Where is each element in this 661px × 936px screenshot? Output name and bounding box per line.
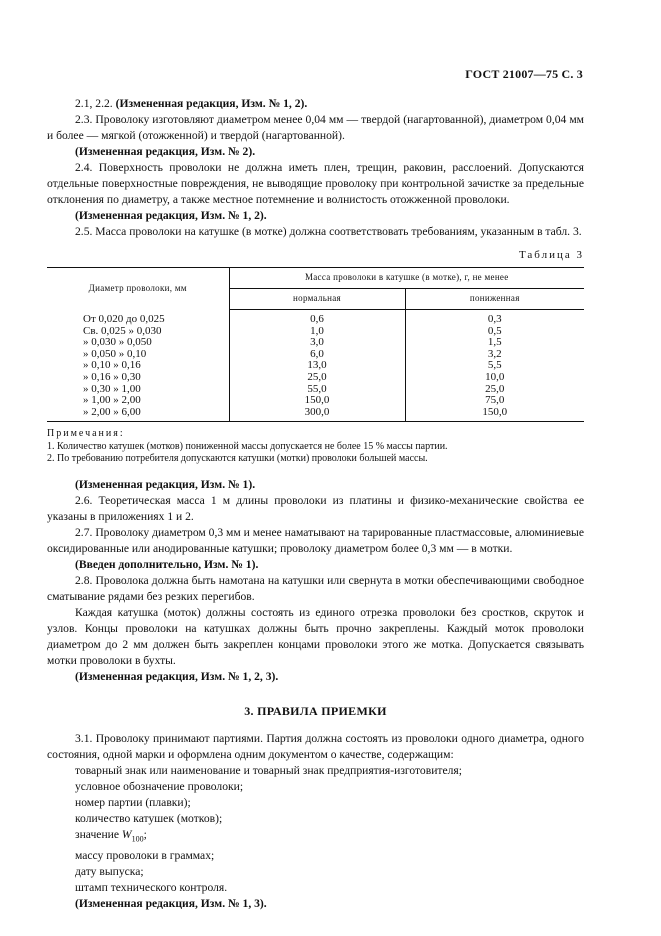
cell-normal: 1,0 bbox=[229, 326, 405, 338]
cell-normal: 300,0 bbox=[229, 407, 405, 422]
table-row bbox=[47, 372, 584, 384]
table-notes bbox=[47, 428, 584, 465]
paragraph bbox=[47, 525, 584, 557]
cell-diameter: » 0,030 » 0,050 bbox=[83, 336, 152, 349]
cell-reduced: 1,5 bbox=[405, 337, 584, 349]
wire-mass-table bbox=[47, 267, 584, 422]
cell-normal: 55,0 bbox=[229, 384, 405, 396]
cell-diameter: » 0,16 » 0,30 bbox=[83, 370, 141, 383]
cell-normal: 25,0 bbox=[229, 372, 405, 384]
paragraph-number: 2.5. bbox=[75, 225, 93, 238]
column-header-mass: Масса проволоки в катушке (в мотке), г, не менее bbox=[229, 268, 584, 289]
cell-diameter: » 0,050 » 0,10 bbox=[83, 347, 147, 360]
paragraphs-block-b bbox=[47, 477, 584, 685]
paragraph-text: Масса проволоки на катушке (в мотке) должна соответствовать требованиям, указанным в табл. 3. bbox=[95, 225, 582, 238]
cell-diameter: Св. 0,025 » 0,030 bbox=[83, 324, 162, 337]
list-item: количество катушек (мотков); bbox=[75, 812, 223, 826]
page-header: ГОСТ 21007—75 С. 3 bbox=[465, 67, 583, 81]
cell-normal: 0,6 bbox=[229, 310, 405, 326]
note-item: 1. Количество катушек (мотков) пониженной массы допускается не более 15 % массы партии. bbox=[47, 441, 448, 453]
table-caption: Таблица 3 bbox=[518, 249, 584, 261]
paragraph-number: 2.8. bbox=[75, 574, 93, 588]
paragraph-number: 2.3. bbox=[75, 113, 93, 126]
column-header-normal: нормальная bbox=[229, 289, 405, 310]
paragraphs-block-a bbox=[47, 96, 584, 240]
cell-normal: 13,0 bbox=[229, 360, 405, 372]
paragraph-number: 2.4. bbox=[75, 161, 93, 174]
amendment-note: (Измененная редакция, Изм. № 1). bbox=[75, 478, 256, 492]
cell-reduced: 10,0 bbox=[405, 372, 584, 384]
paragraph-number: 2.6. bbox=[75, 494, 93, 508]
cell-reduced: 150,0 bbox=[405, 407, 584, 422]
table-body bbox=[47, 310, 584, 422]
paragraph-text: Проволоку диаметром 0,3 мм и менее наматывают на тарированные пластмассовые, алюминиевые оксидированные или анодированные катушки; проволоку диаметром более 0,3 мм — в мотки. bbox=[47, 526, 584, 556]
table-row bbox=[47, 395, 584, 407]
amendment-note: (Измененная редакция, Изм. № 1, 2, 3). bbox=[75, 670, 279, 684]
paragraph-text: Теоретическая масса 1 м длины проволоки из платины и физико-механические свойства ее указаны в приложениях 1 и 2. bbox=[47, 494, 584, 524]
body-text bbox=[47, 96, 584, 912]
cell-reduced: 0,3 bbox=[405, 310, 584, 326]
cell-reduced: 3,2 bbox=[405, 349, 584, 361]
paragraph bbox=[47, 731, 584, 763]
paragraph-number: 2.1, 2.2. bbox=[75, 97, 113, 110]
cell-reduced: 0,5 bbox=[405, 326, 584, 338]
amendment-note: (Введен дополнительно, Изм. № 1). bbox=[75, 558, 259, 572]
cell-diameter: » 0,30 » 1,00 bbox=[83, 382, 141, 395]
cell-normal: 150,0 bbox=[229, 395, 405, 407]
table-row bbox=[47, 310, 584, 326]
list-item: массу проволоки в граммах; bbox=[75, 848, 215, 862]
amendment-note: (Измененная редакция, Изм. № 1, 2). bbox=[75, 209, 267, 222]
cell-diameter: » 0,10 » 0,16 bbox=[83, 359, 141, 372]
cell-reduced: 75,0 bbox=[405, 395, 584, 407]
cell-normal: 6,0 bbox=[229, 349, 405, 361]
list-item: номер партии (плавки); bbox=[75, 796, 191, 810]
paragraph-text: Проволоку изготовляют диаметром менее 0,04 мм — твердой (нагартованной), диаметром 0,04 мм и более — мягкой (отожженной) и твердой (нагартованной). bbox=[47, 113, 584, 142]
column-header-reduced: пониженная bbox=[405, 289, 584, 310]
document-contents-list bbox=[47, 763, 584, 827]
list-item: дату выпуска; bbox=[75, 864, 144, 878]
amendment-note: (Измененная редакция, Изм. № 2). bbox=[75, 145, 256, 158]
cell-diameter: От 0,020 до 0,025 bbox=[83, 312, 165, 325]
paragraph bbox=[47, 96, 584, 112]
cell-diameter: » 1,00 » 2,00 bbox=[83, 394, 141, 407]
document-contents-list-2 bbox=[47, 848, 584, 896]
list-item: штамп технического контроля. bbox=[75, 880, 228, 894]
paragraph bbox=[47, 493, 584, 525]
section-title: 3. ПРАВИЛА ПРИЕМКИ bbox=[244, 704, 387, 719]
cell-diameter: » 2,00 » 6,00 bbox=[47, 407, 229, 422]
list-item: товарный знак или наименование и товарный знак предприятия-изготовителя; bbox=[75, 764, 462, 778]
paragraph bbox=[47, 160, 584, 208]
amendment-note: (Измененная редакция, Изм. № 1, 3). bbox=[75, 896, 267, 910]
list-item: условное обозначение проволоки; bbox=[75, 780, 244, 794]
paragraph bbox=[47, 224, 584, 240]
paragraph-text: Проволоку принимают партиями. Партия должна состоять из проволоки одного диаметра, одного состояния, одной марки и оформлена одним документом о качестве, содержащим: bbox=[47, 732, 584, 762]
note-item: 2. По требованию потребителя допускаются катушки (мотки) проволоки большей массы. bbox=[47, 453, 428, 465]
column-header-diameter: Диаметр проволоки, мм bbox=[47, 268, 229, 310]
paragraph bbox=[47, 605, 584, 669]
paragraph-text: Каждая катушка (моток) должны состоять из единого отрезка проволоки без сростков, скруток и узлов. Концы проволоки на катушках должны быть прочно закреплены. Каждый моток проволоки диаметром до 2 мм должен быть закреплен концами проволоки этого же мотка. Допускается связывать мотки проволоки в бухты. bbox=[47, 606, 584, 668]
cell-normal: 3,0 bbox=[229, 337, 405, 349]
paragraph-number: 3.1. bbox=[75, 732, 93, 746]
paragraph-text: Поверхность проволоки не должна иметь плен, трещин, раковин, расслоений. Допускаются отдельные поверхностные повреждения, не выводящие проволоку при контрольной зачистке за предельные отклонения по диаметру, а также местное потемнение и волнистость отожженной проволоки. bbox=[47, 161, 584, 206]
paragraph bbox=[47, 573, 584, 605]
table-row bbox=[47, 407, 584, 422]
list-item-w100: значение $W_{100}$; bbox=[75, 828, 147, 844]
cell-reduced: 5,5 bbox=[405, 360, 584, 372]
paragraph bbox=[47, 112, 584, 144]
paragraph-text: Проволока должна быть намотана на катушки или свернута в мотки обеспечивающими свободное сматывание рядами без резких перегибов. bbox=[47, 574, 584, 604]
cell-reduced: 25,0 bbox=[405, 384, 584, 396]
amendment-note: (Измененная редакция, Изм. № 1, 2). bbox=[115, 97, 308, 110]
notes-title: Примечания: bbox=[47, 428, 125, 440]
paragraph-number: 2.7. bbox=[75, 526, 93, 540]
